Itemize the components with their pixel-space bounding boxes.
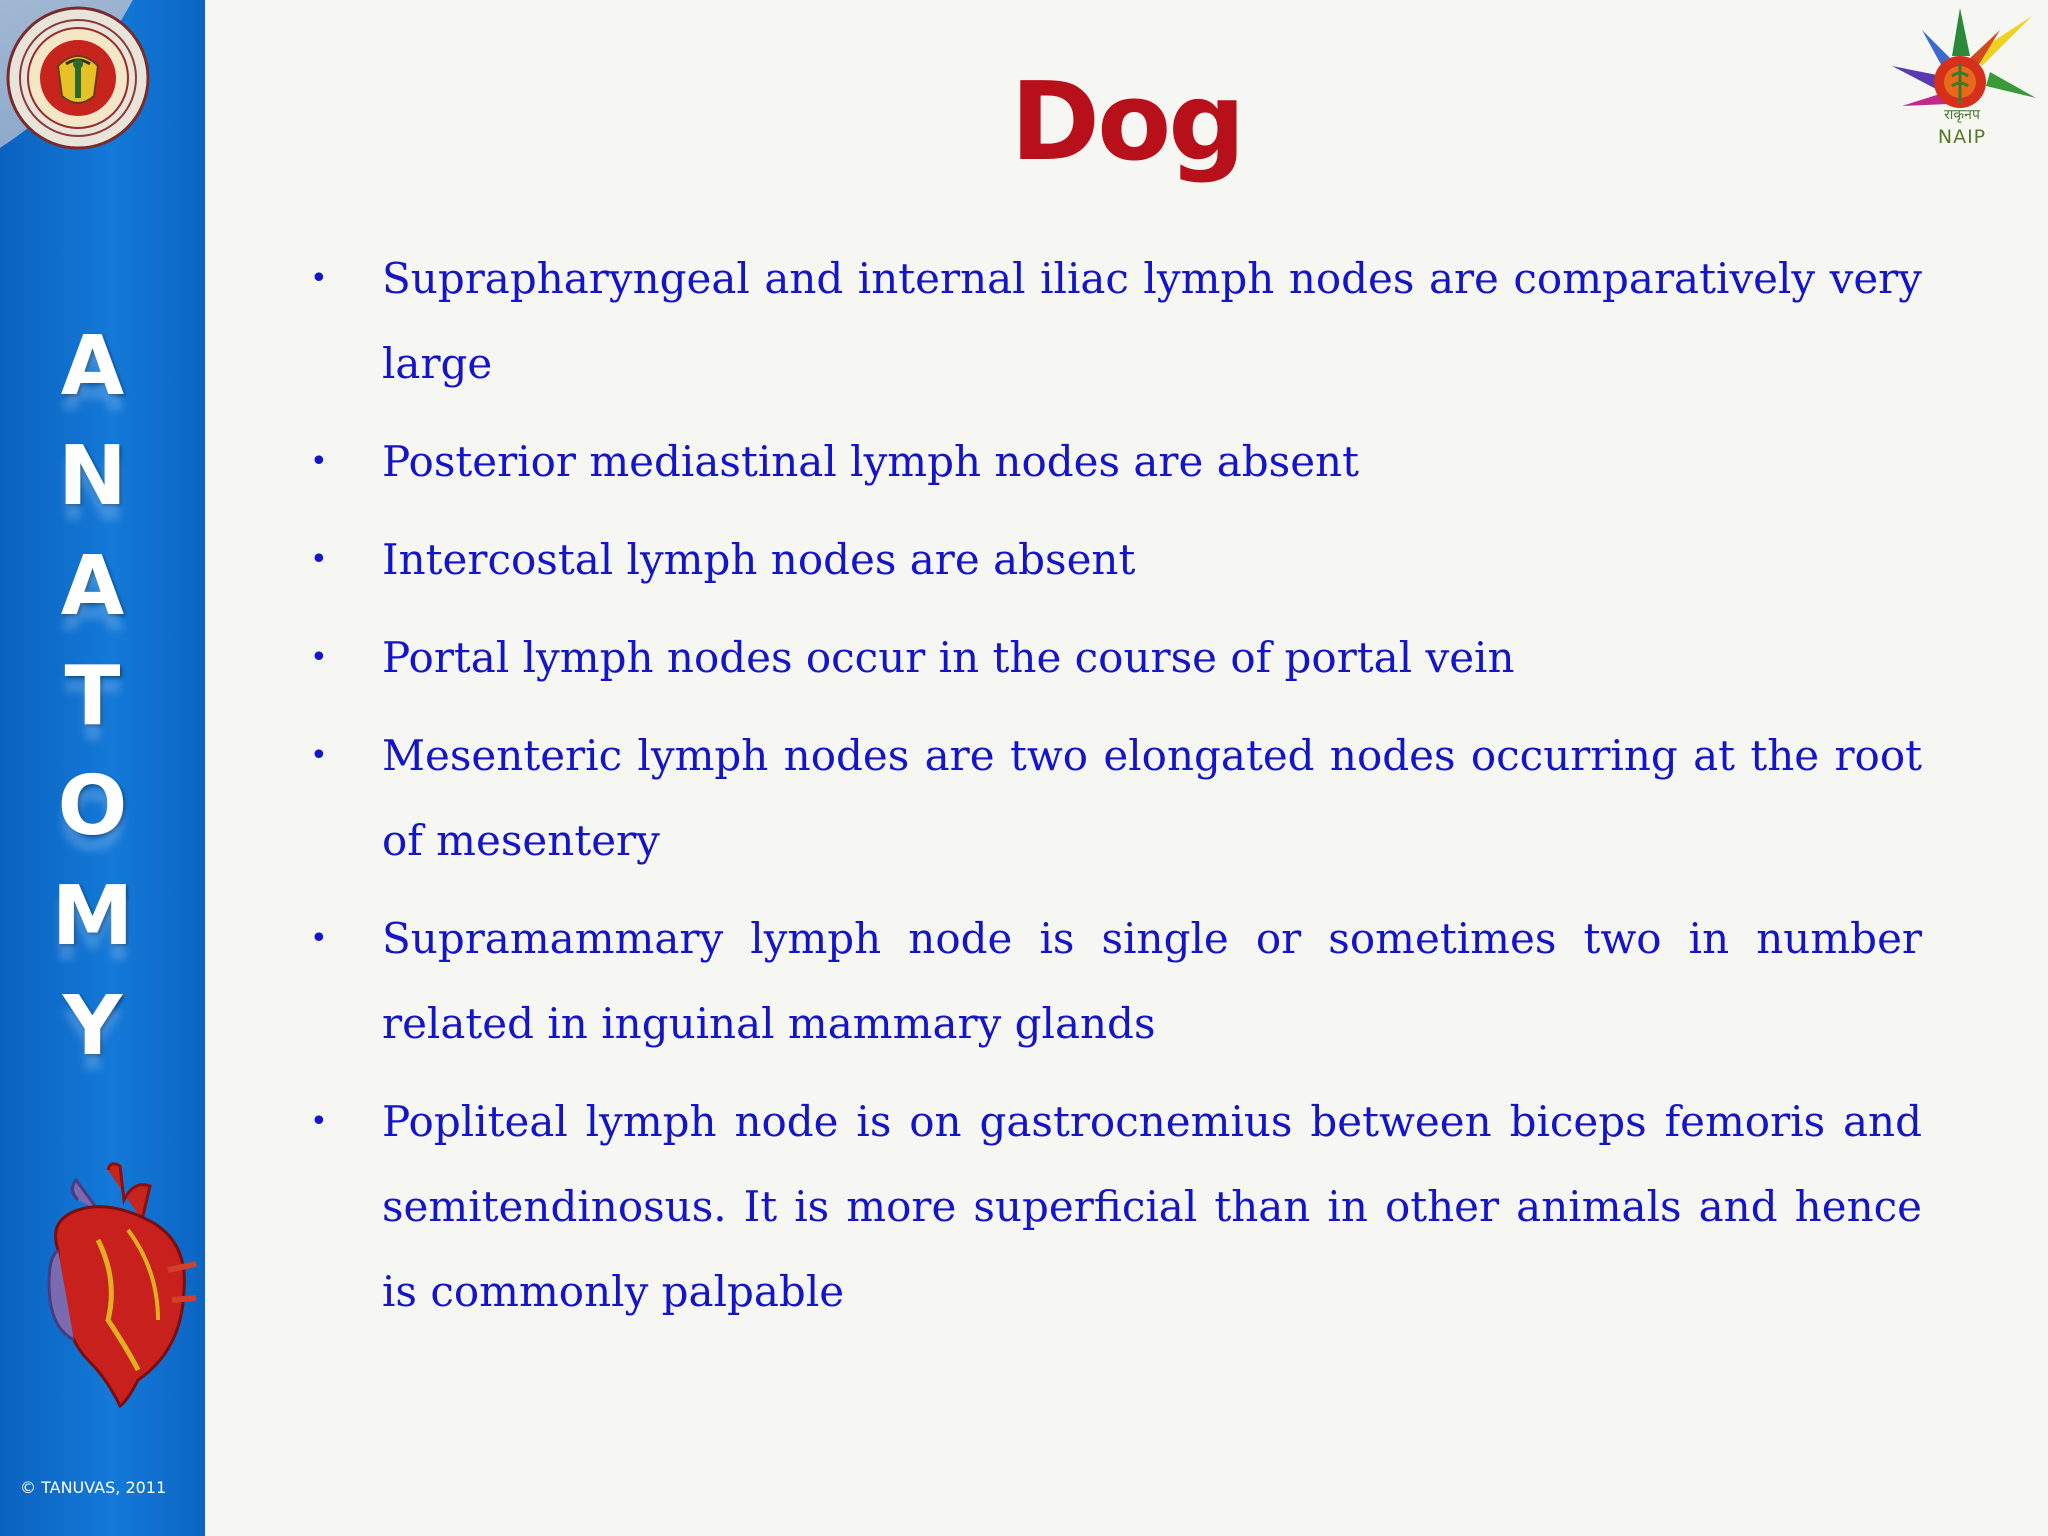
bullet-text: Popliteal lymph node is on gastrocnemius between biceps femoris and semitendinosus. It is more superficial than in other animals and hence is commonly palpable — [382, 1097, 1922, 1316]
bullet-item — [300, 236, 1922, 406]
bullet-text: Suprapharyngeal and internal iliac lymph nodes are comparatively very large — [382, 254, 1922, 388]
vertical-anatomy-title — [0, 312, 185, 1082]
naip-text: NAIP — [1937, 126, 1987, 148]
vertical-title-letter: N — [58, 429, 127, 524]
bullet-list — [300, 236, 1922, 1347]
bullet-dot: • — [310, 640, 328, 675]
bullet-item — [300, 615, 1922, 700]
slide-title: Dog — [1010, 60, 1243, 185]
sidebar — [0, 0, 205, 1536]
vertical-title-letter: A — [60, 539, 125, 634]
bullet-text: Posterior mediastinal lymph nodes are absent — [382, 437, 1359, 486]
bullet-text: Portal lymph nodes occur in the course of portal vein — [382, 633, 1515, 682]
vertical-title-letter: A — [60, 319, 125, 414]
bullet-item — [300, 419, 1922, 504]
bullet-item — [300, 713, 1922, 883]
naip-hindi-text: राकृनप — [1944, 107, 1980, 123]
bullet-dot: • — [310, 1104, 328, 1139]
vertical-title-letter: Y — [62, 979, 123, 1074]
bullet-text: Supramammary lymph node is single or sometimes two in number related in inguinal mammary glands — [382, 914, 1922, 1048]
bullet-dot: • — [310, 738, 328, 773]
bullet-dot: • — [310, 542, 328, 577]
vertical-title-letter: T — [64, 649, 121, 744]
bullet-item — [300, 1079, 1922, 1334]
bullet-dot: • — [310, 444, 328, 479]
bullet-item — [300, 896, 1922, 1066]
vertical-title-letter: O — [57, 759, 128, 854]
university-emblem-icon — [6, 6, 150, 150]
bullet-dot: • — [310, 921, 328, 956]
bullet-item — [300, 517, 1922, 602]
bullet-text: Intercostal lymph nodes are absent — [382, 535, 1136, 584]
heart-illustration-icon — [38, 1160, 198, 1415]
vertical-title-letter: M — [51, 869, 134, 964]
bullet-text: Mesenteric lymph nodes are two elongated nodes occurring at the root of mesentery — [382, 731, 1922, 865]
bullet-dot: • — [310, 261, 328, 296]
copyright-text: © TANUVAS, 2011 — [20, 1478, 167, 1497]
